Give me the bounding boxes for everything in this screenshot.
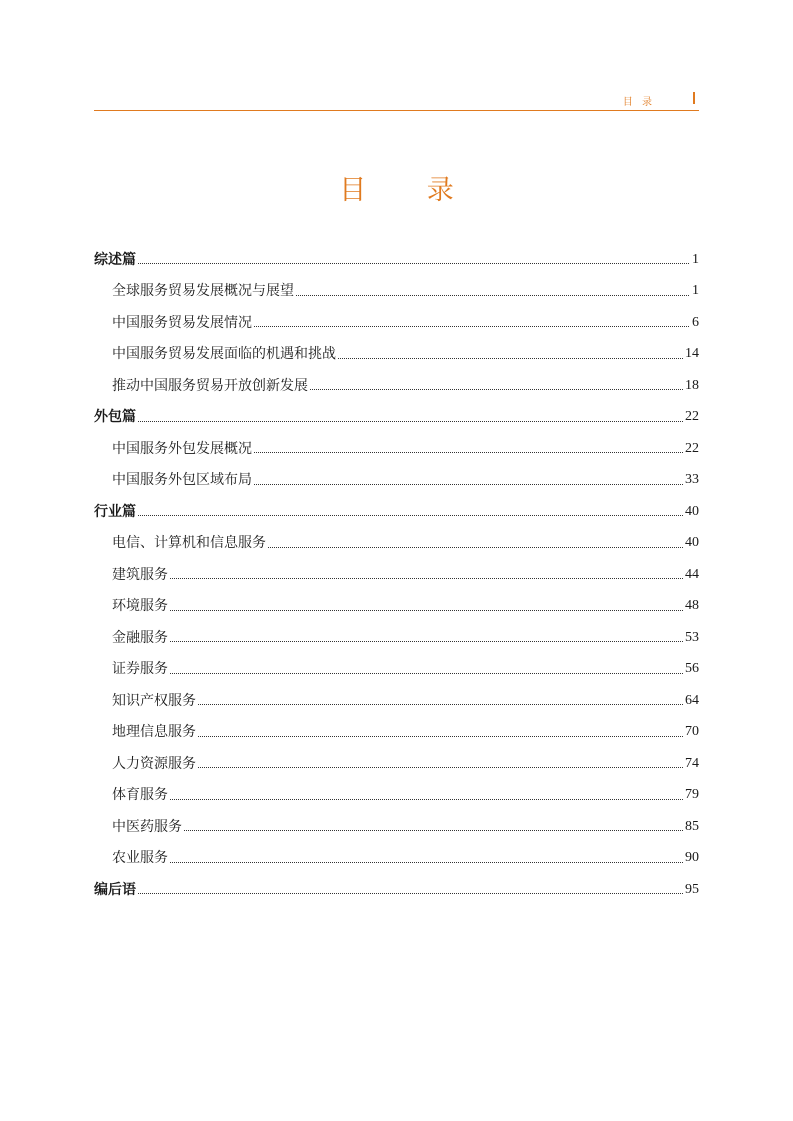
toc-page-number: 95 <box>685 881 699 897</box>
toc-entry-title: 电信、计算机和信息服务 <box>112 535 266 552</box>
toc-dot-leader <box>138 505 683 516</box>
toc-dot-leader <box>170 789 683 800</box>
page-title: 目 录 <box>339 175 480 206</box>
toc-part-entry[interactable] <box>94 874 699 906</box>
toc-dot-leader <box>254 442 683 453</box>
toc-dot-leader <box>138 411 683 422</box>
toc-page-number: 40 <box>685 535 699 551</box>
toc-entry-title: 中医药服务 <box>112 818 182 835</box>
toc-chapter-entry[interactable] <box>94 811 699 843</box>
toc-part-entry[interactable] <box>94 244 699 276</box>
running-header-label: 目 录 <box>622 97 655 108</box>
toc-entry-title: 全球服务贸易发展概况与展望 <box>112 283 294 300</box>
toc-page-number: 33 <box>685 472 699 488</box>
toc-dot-leader <box>170 631 683 642</box>
toc-page-number: 14 <box>685 346 699 362</box>
toc-entry-title: 中国服务贸易发展情况 <box>112 314 252 331</box>
toc-entry-title: 人力资源服务 <box>112 755 196 772</box>
toc-entry-title: 建筑服务 <box>112 566 168 583</box>
toc-chapter-entry[interactable] <box>94 685 699 717</box>
running-header <box>94 88 699 111</box>
toc-dot-leader <box>254 316 689 327</box>
toc-entry-title: 证券服务 <box>112 661 168 678</box>
toc-entry-title: 中国服务外包区域布局 <box>112 472 252 489</box>
toc-chapter-entry[interactable] <box>94 433 699 465</box>
toc-page-number: 18 <box>685 377 699 393</box>
toc-dot-leader <box>338 348 683 359</box>
toc-page-number: 90 <box>685 850 699 866</box>
toc-chapter-entry[interactable] <box>94 276 699 308</box>
toc-entry-title: 农业服务 <box>112 850 168 867</box>
toc-dot-leader <box>138 883 683 894</box>
toc-dot-leader <box>296 285 689 296</box>
toc-chapter-entry[interactable] <box>94 622 699 654</box>
toc-dot-leader <box>170 568 683 579</box>
toc-chapter-entry[interactable] <box>94 748 699 780</box>
toc-entry-title: 中国服务贸易发展面临的机遇和挑战 <box>112 346 336 363</box>
toc-entry-title: 中国服务外包发展概况 <box>112 440 252 457</box>
toc-chapter-entry[interactable] <box>94 654 699 686</box>
toc-page-number: 1 <box>692 251 699 267</box>
toc-dot-leader <box>254 474 683 485</box>
toc-part-entry[interactable] <box>94 402 699 434</box>
toc-chapter-entry[interactable] <box>94 591 699 623</box>
toc-entry-title: 外包篇 <box>94 409 136 426</box>
toc-page-number: 70 <box>685 724 699 740</box>
toc-part-entry[interactable] <box>94 496 699 528</box>
table-of-contents <box>94 244 699 906</box>
toc-page-number: 53 <box>685 629 699 645</box>
toc-chapter-entry[interactable] <box>94 307 699 339</box>
toc-chapter-entry[interactable] <box>94 465 699 497</box>
running-header-bar <box>693 92 695 104</box>
toc-entry-title: 金融服务 <box>112 629 168 646</box>
toc-chapter-entry[interactable] <box>94 370 699 402</box>
toc-entry-title: 地理信息服务 <box>112 724 196 741</box>
toc-dot-leader <box>170 600 683 611</box>
toc-page-number: 22 <box>685 440 699 456</box>
toc-chapter-entry[interactable] <box>94 559 699 591</box>
toc-entry-title: 编后语 <box>94 881 136 898</box>
toc-page-number: 79 <box>685 787 699 803</box>
toc-page-number: 48 <box>685 598 699 614</box>
toc-dot-leader <box>170 663 683 674</box>
toc-entry-title: 知识产权服务 <box>112 692 196 709</box>
toc-dot-leader <box>138 253 689 264</box>
toc-page-number: 1 <box>692 283 699 299</box>
toc-dot-leader <box>198 726 683 737</box>
toc-page-number: 44 <box>685 566 699 582</box>
toc-entry-title: 推动中国服务贸易开放创新发展 <box>112 377 308 394</box>
toc-page-number: 56 <box>685 661 699 677</box>
toc-page-number: 74 <box>685 755 699 771</box>
toc-page-number: 85 <box>685 818 699 834</box>
toc-page-number: 40 <box>685 503 699 519</box>
toc-entry-title: 环境服务 <box>112 598 168 615</box>
toc-dot-leader <box>198 757 683 768</box>
toc-entry-title: 行业篇 <box>94 503 136 520</box>
toc-chapter-entry[interactable] <box>94 843 699 875</box>
toc-entry-title: 体育服务 <box>112 787 168 804</box>
toc-page-number: 22 <box>685 409 699 425</box>
toc-page-number: 64 <box>685 692 699 708</box>
toc-dot-leader <box>170 852 683 863</box>
toc-chapter-entry[interactable] <box>94 780 699 812</box>
toc-chapter-entry[interactable] <box>94 528 699 560</box>
toc-dot-leader <box>184 820 683 831</box>
toc-dot-leader <box>198 694 683 705</box>
toc-entry-title: 综述篇 <box>94 251 136 268</box>
toc-chapter-entry[interactable] <box>94 339 699 371</box>
toc-page-number: 6 <box>692 314 699 330</box>
toc-dot-leader <box>310 379 683 390</box>
toc-chapter-entry[interactable] <box>94 717 699 749</box>
toc-dot-leader <box>268 537 683 548</box>
